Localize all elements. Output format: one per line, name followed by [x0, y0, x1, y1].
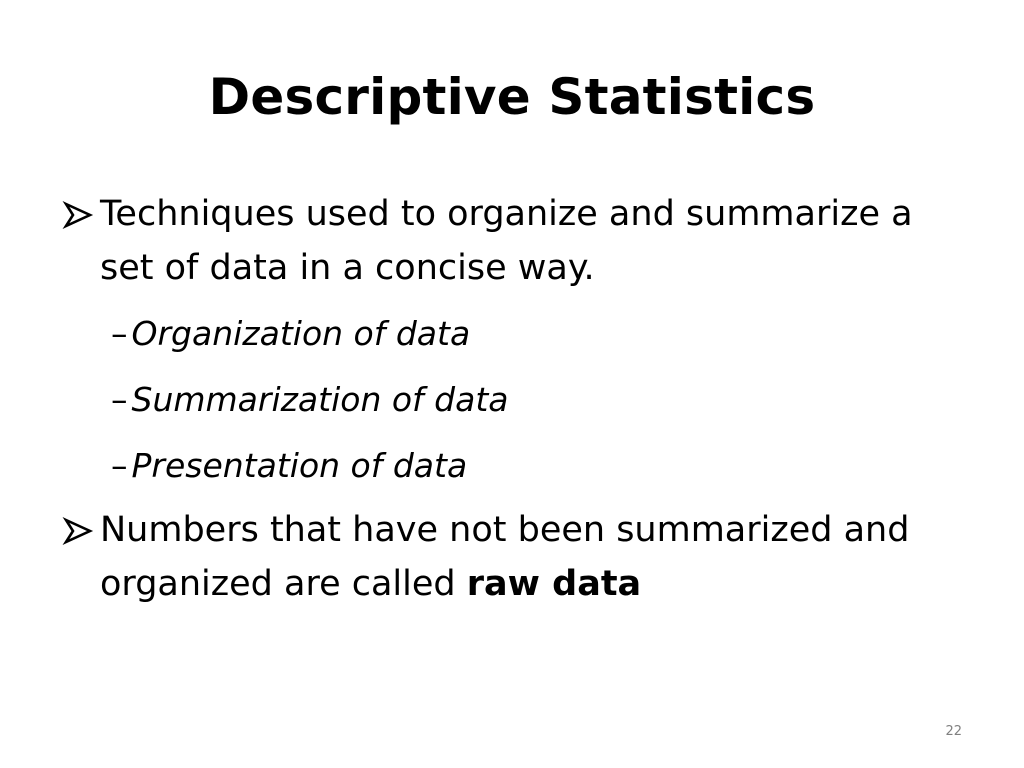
arrow-bullet-icon [62, 517, 94, 545]
sub-bullet-item [111, 310, 470, 358]
dash-marker: – [111, 380, 128, 419]
sub-bullet-text: Summarization of data [131, 380, 509, 419]
arrow-bullet-icon [62, 201, 94, 229]
sub-bullet-text: Organization of data [131, 314, 471, 353]
bullet-item [60, 187, 960, 295]
slide-title: Descriptive Statistics [208, 68, 816, 126]
bold-term: raw data [466, 564, 642, 604]
dash-marker: – [111, 314, 128, 353]
bullet-item [60, 503, 960, 611]
slide-number: 22 [945, 724, 962, 739]
sub-bullet-text: Presentation of data [131, 446, 468, 485]
sub-bullet-item [111, 442, 467, 490]
dash-marker: – [111, 446, 128, 485]
bullet-text-prefix: Numbers that have not been summarized and organized are called [100, 510, 910, 604]
bullet-text: Techniques used to organize and summarize a set of data in a concise way. [100, 194, 913, 288]
sub-bullet-item [111, 376, 509, 424]
